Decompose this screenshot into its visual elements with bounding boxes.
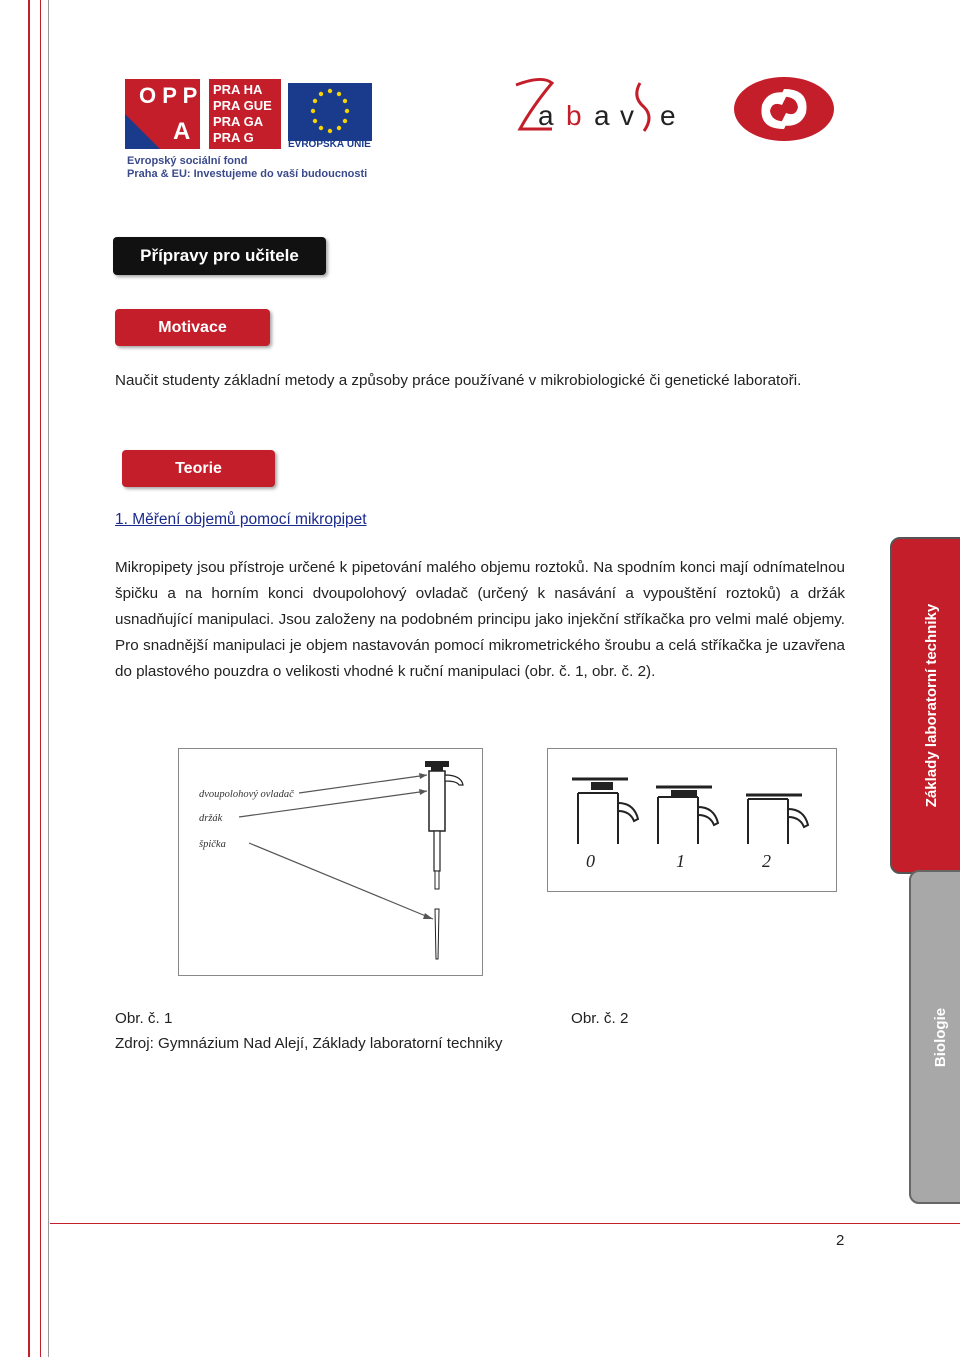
side-tab-zaklady-label: Základy laboratorní techniky	[923, 603, 941, 808]
source-caption: Zdroj: Gymnázium Nad Alejí, Základy laboratorní techniky	[115, 1035, 503, 1052]
svg-text:a: a	[538, 100, 560, 131]
svg-text:v: v	[620, 100, 634, 131]
zabavse-logo	[512, 77, 687, 137]
label-drzak: držák	[199, 813, 223, 824]
margin-line-red	[28, 0, 30, 1357]
micropipette-diagram	[179, 749, 482, 975]
teorie-text: Mikropipety jsou přístroje určené k pipetování malého objemu roztoků. Na spodním konci mají odnímatelnou špičku a na horním konci dvoupolohový ovladač (určený k nasávání a vypouštění roztoků) a držák usnadňující manipulaci. Jsou založeny na podobném principu jako injekční stříkačka pro velmi malé objemy. Pro snadnější manipulaci je objem nastavován pomocí mikrometrického šroubu a celá stříkačka je uzavřena do plastového pouzdra o velikosti vhodné k ruční manipulaci (obr. č. 1, obr. č. 2).	[115, 559, 845, 680]
teorie-heading: 1. Měření objemů pomocí mikropipet	[115, 511, 367, 528]
funding-line-1: Evropský sociální fond	[127, 155, 248, 167]
figure-micropipette	[178, 748, 483, 976]
position-0: 0	[586, 851, 595, 871]
margin-line-red-thin	[40, 0, 41, 1357]
caption-fig2: Obr. č. 2	[571, 1010, 629, 1027]
round-logo	[732, 75, 837, 145]
header-logos	[120, 75, 840, 185]
side-tab-zaklady	[890, 537, 960, 874]
side-tab-biologie-label: Biologie	[932, 1007, 950, 1067]
svg-text:PRA G: PRA G	[213, 130, 254, 145]
position-1: 1	[676, 851, 685, 871]
motivace-text: Naučit studenty základní metody a způsoby práce používané v mikrobiologické či genetické laboratoři.	[115, 372, 802, 389]
eu-label: EVROPSKÁ UNIE	[288, 139, 371, 150]
position-2: 2	[762, 851, 771, 871]
oppa-letters-top: O P P	[139, 83, 198, 108]
motivace-badge: Motivace	[115, 309, 270, 346]
margin-line-grey	[48, 0, 49, 1357]
funding-line-2: Praha & EU: Investujeme do vaší budoucnosti	[127, 168, 368, 180]
oppa-letter-a: A	[173, 118, 191, 145]
label-ovladac: dvoupolohový ovladač	[199, 789, 294, 800]
figure-plunger-positions	[547, 748, 837, 892]
svg-text:PRA GA: PRA GA	[213, 114, 264, 129]
teorie-badge: Teorie	[122, 450, 275, 487]
label-spicka: špička	[199, 839, 226, 850]
svg-text:e: e	[660, 100, 676, 131]
funding-text	[127, 155, 367, 181]
svg-text:PRA HA: PRA HA	[213, 82, 263, 97]
caption-fig1: Obr. č. 1	[115, 1010, 173, 1027]
section-badge: Přípravy pro učitele	[113, 237, 326, 275]
svg-text:b: b	[566, 100, 588, 131]
page-number: 2	[836, 1232, 845, 1249]
plunger-diagram	[548, 749, 836, 891]
svg-text:PRA GUE: PRA GUE	[213, 98, 272, 113]
footer-line	[50, 1223, 960, 1224]
side-tab-biologie	[909, 870, 960, 1204]
svg-text:a: a	[594, 100, 616, 131]
